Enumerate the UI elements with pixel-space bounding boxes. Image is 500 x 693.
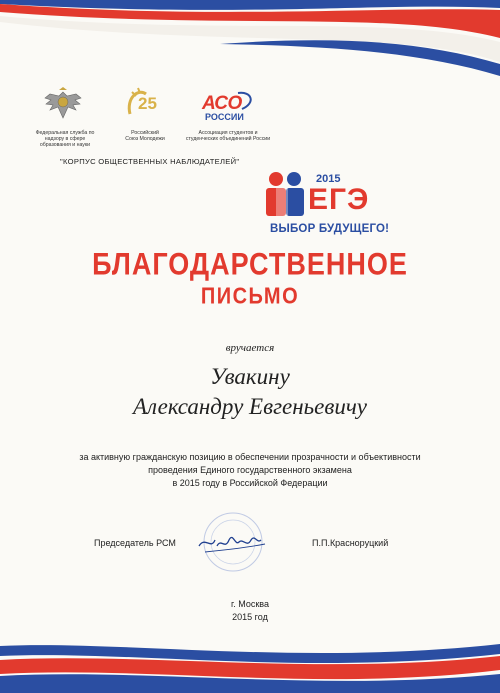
- aso-logo-sub: РОССИИ: [205, 112, 244, 122]
- page-subtitle: ПИСЬМО: [200, 284, 300, 310]
- rsm-caption-line1: Российский: [131, 130, 159, 136]
- reason-text: [60, 451, 440, 490]
- signatory-title: Председатель РСМ: [94, 538, 176, 548]
- ege-slogan: ВЫБОР БУДУЩЕГО!: [270, 223, 390, 235]
- org-aso-caption: Ассоциация студентов и студенческих объединений России: [185, 130, 271, 143]
- rsm-caption-line2: Союз Молодежи: [125, 136, 165, 143]
- reason-line: проведения Единого государственного экзамена: [148, 465, 352, 475]
- ege-year: 2015: [316, 173, 341, 185]
- org-rosobrnadzor-caption: Федеральная служба по надзору в сфере образования и науки: [35, 130, 95, 149]
- reason-line: в 2015 году в Российской Федерации: [172, 478, 328, 488]
- recipient-name: Александру Евгеньевичу: [132, 394, 368, 419]
- bottom-ribbon: [0, 610, 500, 693]
- top-ribbon: [0, 0, 500, 80]
- ege-word: ЕГЭ: [308, 183, 370, 216]
- aso-logo: АСО: [202, 93, 242, 114]
- recipient-surname: Увакину: [210, 364, 290, 389]
- signatory-name: П.П.Красноруцкий: [312, 538, 389, 548]
- rsm-number: 25: [138, 94, 157, 113]
- corpus-label: "КОРПУС ОБЩЕСТВЕННЫХ НАБЛЮДАТЕЛЕЙ": [60, 157, 240, 166]
- stamp-and-signature: [185, 510, 280, 575]
- reason-line: за активную гражданскую позицию в обеспечении прозрачности и объективности: [79, 452, 421, 462]
- awarded-label: вручается: [225, 342, 275, 354]
- eagle-emblem-icon: [42, 86, 84, 126]
- page-title: БЛАГОДАРСТВЕННОЕ: [92, 247, 408, 282]
- city: г. Москва: [231, 599, 269, 609]
- org-rsm-caption: [120, 130, 170, 142]
- year: 2015 год: [232, 612, 268, 622]
